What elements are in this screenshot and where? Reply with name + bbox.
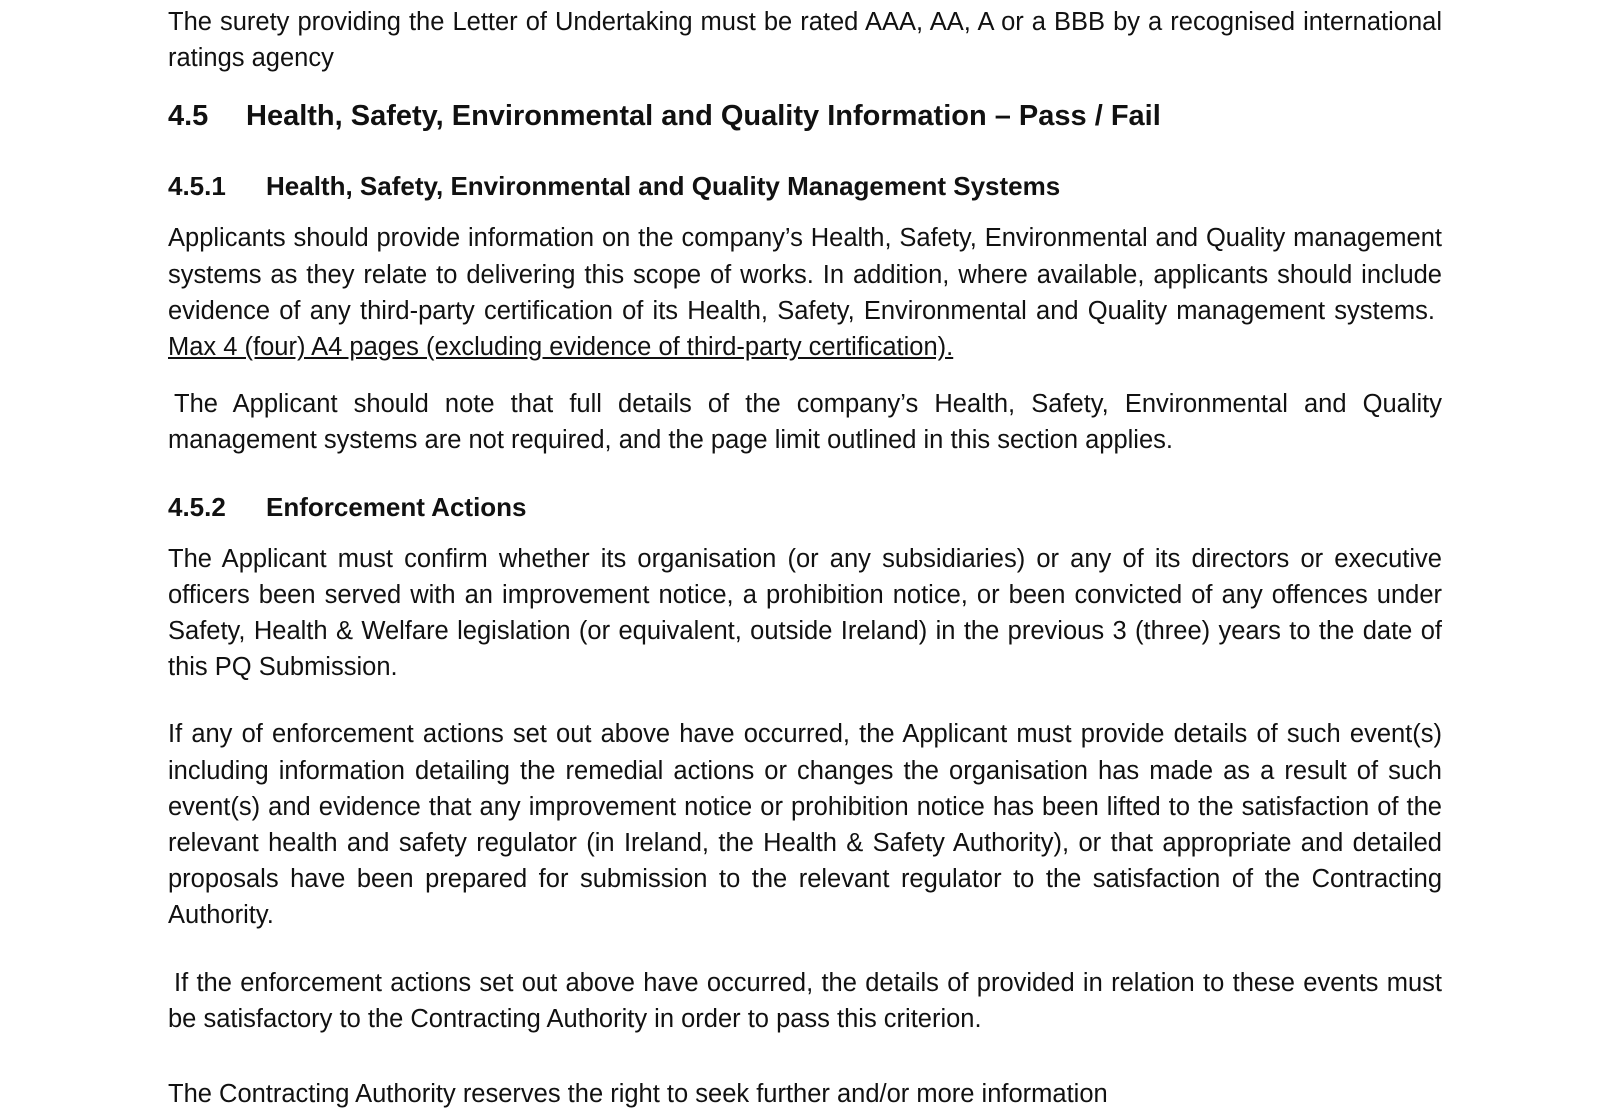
section-number: 4.5.2 xyxy=(168,491,226,522)
section-title: Health, Safety, Environmental and Quality Information – Pass / Fail xyxy=(246,100,1161,133)
intro-paragraph: The surety providing the Letter of Undertaking must be rated AAA, AA, A or a BBB by a recognised international ratings agency xyxy=(168,8,1442,73)
document-page xyxy=(168,4,1442,1037)
enforcement-confirm-paragraph: The Applicant must confirm whether its organisation (or any subsidiaries) or any of its directors or executive officers been served with an improvement notice, a prohibition notice, or been convicted of any offences under Safety, Health & Welfare legislation (or equivalent, outside Ireland) in the previous 3 (three) years to the date of this PQ Submission. xyxy=(168,544,1442,682)
section-number: 4.5.1 xyxy=(168,171,226,202)
section-heading-4-5 xyxy=(168,96,1442,136)
page-limit-note: Max 4 (four) A4 pages (excluding evidence of third-party certification). xyxy=(168,333,954,362)
enforcement-criterion-paragraph: If the enforcement actions set out above have occurred, the details of provided in relation to these events must be satisfactory to the Contracting Authority in order to pass this criterion. xyxy=(168,968,1442,1033)
hseq-systems-paragraph xyxy=(168,220,1442,365)
paragraph-text: Applicants should provide information on the company’s Health, Safety, Environmental and Quality management systems as they relate to delivering this scope of works. In addition, where available, applicants should include evidence of any third-party certification of its Health, Safety, Environmental and Quality management systems. xyxy=(168,224,1442,325)
section-heading-4-5-2 xyxy=(168,489,1442,525)
cut-off-paragraph: The Contracting Authority reserves the right to seek further and/or more information xyxy=(168,1080,1108,1108)
section-heading-4-5-1 xyxy=(168,168,1442,204)
hseq-note-paragraph: The Applicant should note that full details of the company’s Health, Safety, Environmental and Quality management systems are not required, and the page limit outlined in this section applies. xyxy=(168,390,1442,455)
enforcement-details-paragraph: If any of enforcement actions set out above have occurred, the Applicant must provide details of such event(s) including information detailing the remedial actions or changes the organisation has made as a result of such event(s) and evidence that any improvement notice or prohibition notice has been lifted to the satisfaction of the relevant health and safety regulator (in Ireland, the Health & Safety Authority), or that appropriate and detailed proposals have been prepared for submission to the relevant regulator to the satisfaction of the Contracting Authority. xyxy=(168,720,1442,930)
section-number: 4.5 xyxy=(168,100,209,133)
section-title: Health, Safety, Environmental and Quality Management Systems xyxy=(266,171,1061,202)
section-title: Enforcement Actions xyxy=(266,491,527,522)
